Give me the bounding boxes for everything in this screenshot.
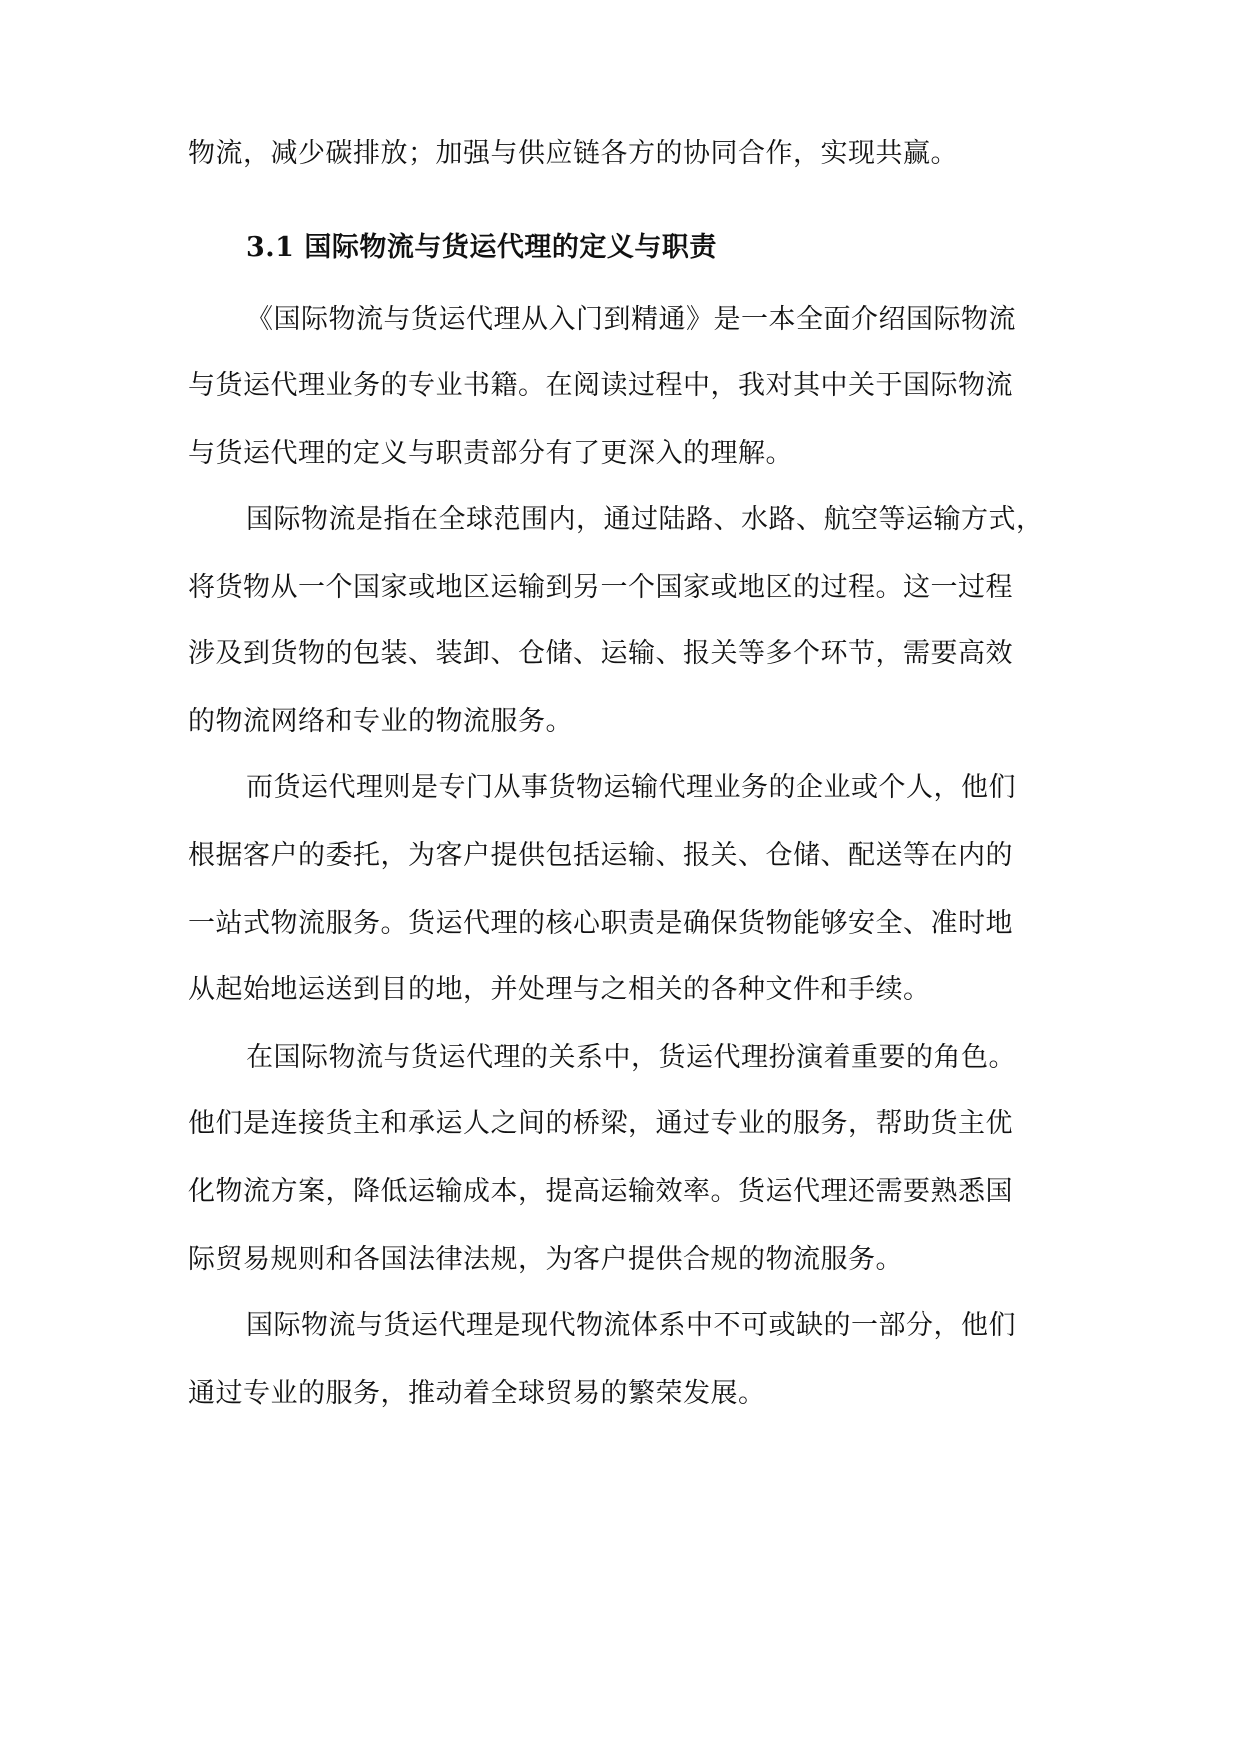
paragraph-line: 而货运代理则是专门从事货物运输代理业务的企业或个人，他们 [246, 772, 1016, 803]
carryover-line: 物流，减少碳排放；加强与供应链各方的协同合作，实现共赢。 [188, 138, 958, 169]
paragraph-line: 从起始地运送到目的地，并处理与之相关的各种文件和手续。 [188, 974, 931, 1005]
paragraph-line: 际贸易规则和各国法律法规，为客户提供合规的物流服务。 [188, 1244, 903, 1275]
section-heading: 3.1 国际物流与货运代理的定义与职责 [246, 232, 717, 263]
paragraph-line: 国际物流是指在全球范围内，通过陆路、水路、航空等运输方式， [246, 504, 1044, 535]
paragraph-line: 在国际物流与货运代理的关系中，货运代理扮演着重要的角色。 [246, 1042, 1016, 1073]
paragraph-line: 涉及到货物的包装、装卸、仓储、运输、报关等多个环节，需要高效 [188, 638, 1013, 669]
paragraph-line: 通过专业的服务，推动着全球贸易的繁荣发展。 [188, 1378, 766, 1409]
paragraph-line: 根据客户的委托，为客户提供包括运输、报关、仓储、配送等在内的 [188, 840, 1013, 871]
paragraph-line: 他们是连接货主和承运人之间的桥梁，通过专业的服务，帮助货主优 [188, 1108, 1013, 1139]
paragraph-line: 将货物从一个国家或地区运输到另一个国家或地区的过程。这一过程 [188, 572, 1013, 603]
paragraph-line: 与货运代理的定义与职责部分有了更深入的理解。 [188, 438, 793, 469]
paragraph-line: 的物流网络和专业的物流服务。 [188, 706, 573, 737]
paragraph-line: 国际物流与货运代理是现代物流体系中不可或缺的一部分，他们 [246, 1310, 1016, 1341]
paragraph-line: 一站式物流服务。货运代理的核心职责是确保货物能够安全、准时地 [188, 908, 1013, 939]
paragraph-line: 《国际物流与货运代理从入门到精通》是一本全面介绍国际物流 [246, 304, 1016, 335]
paragraph-line: 化物流方案，降低运输成本，提高运输效率。货运代理还需要熟悉国 [188, 1176, 1013, 1207]
paragraph-line: 与货运代理业务的专业书籍。在阅读过程中，我对其中关于国际物流 [188, 370, 1013, 401]
